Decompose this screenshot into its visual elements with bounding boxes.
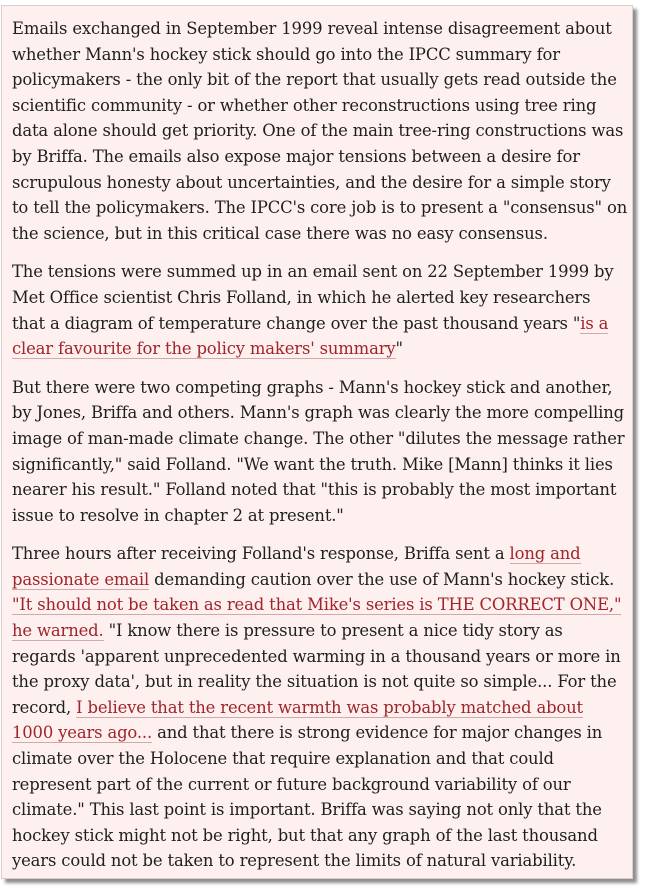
paragraph-4-text-4: and that there is strong evidence for major changes in climate over the Holocene that require explanation and that could represent part of the current or future background variability of our climate." This last point is important. Briffa was saying not only that the hockey stick might not be right, but that any graph of the last thousand years could not be taken to represent the limits of natural variability. (12, 723, 603, 871)
paragraph-2-end: " (395, 339, 403, 359)
paragraph-4-text-2: demanding caution over the use of Mann's hockey stick. (149, 569, 615, 589)
paragraph-4-text-1: Three hours after receiving Folland's response, Briffa sent a (12, 544, 510, 564)
paragraph-2-text: The tensions were summed up in an email sent on 22 September 1999 by Met Office scientist Chris Folland, in which he alerted key researchers that a diagram of temperature change over the past thousand years " (12, 262, 614, 333)
paragraph-4-text-3: "I know there is pressure to present a nice tidy story as regards 'apparent unprecedented warming in a thousand years or more in the proxy data', but in reality the situation is not quite so simple... For the record, (12, 621, 621, 717)
article-frame (1, 5, 633, 879)
paragraph-4 (12, 541, 628, 874)
link-correct-one-quote[interactable]: "It should not be taken as read that Mike's series is THE CORRECT ONE," he warned. (12, 595, 622, 641)
paragraph-1: Emails exchanged in September 1999 reveal intense disagreement about whether Mann's hockey stick should go into the IPCC summary for policymakers - the only bit of the report that usually gets read outside the scientific community - or whether other reconstructions using tree ring data alone should get priority. One of the main tree-ring constructions was by Briffa. The emails also expose major tensions between a desire for scrupulous honesty about uncertainties, and the desire for a simple story to tell the policymakers. The IPCC's core job is to present a "consensus" on the science, but in this critical case there was no easy consensus. (12, 19, 628, 243)
paragraph-2 (12, 259, 628, 361)
article-body (12, 16, 628, 887)
link-clear-favourite[interactable]: is a clear favourite for the policy makers' summary (12, 313, 609, 359)
paragraph-3: But there were two competing graphs - Mann's hockey stick and another, by Jones, Briffa and others. Mann's graph was clearly the more compelling image of man-made climate change. The other "dilutes the message rather significantly," said Folland. "We want the truth. Mike [Mann] thinks it lies nearer his result." Folland noted that "this is probably the most important issue to resolve in chapter 2 at present." (12, 377, 625, 525)
link-long-passionate-email[interactable]: long and passionate email (12, 544, 581, 589)
link-recent-warmth-quote[interactable]: I believe that the recent warmth was probably matched about 1000 years ago... (12, 697, 583, 743)
